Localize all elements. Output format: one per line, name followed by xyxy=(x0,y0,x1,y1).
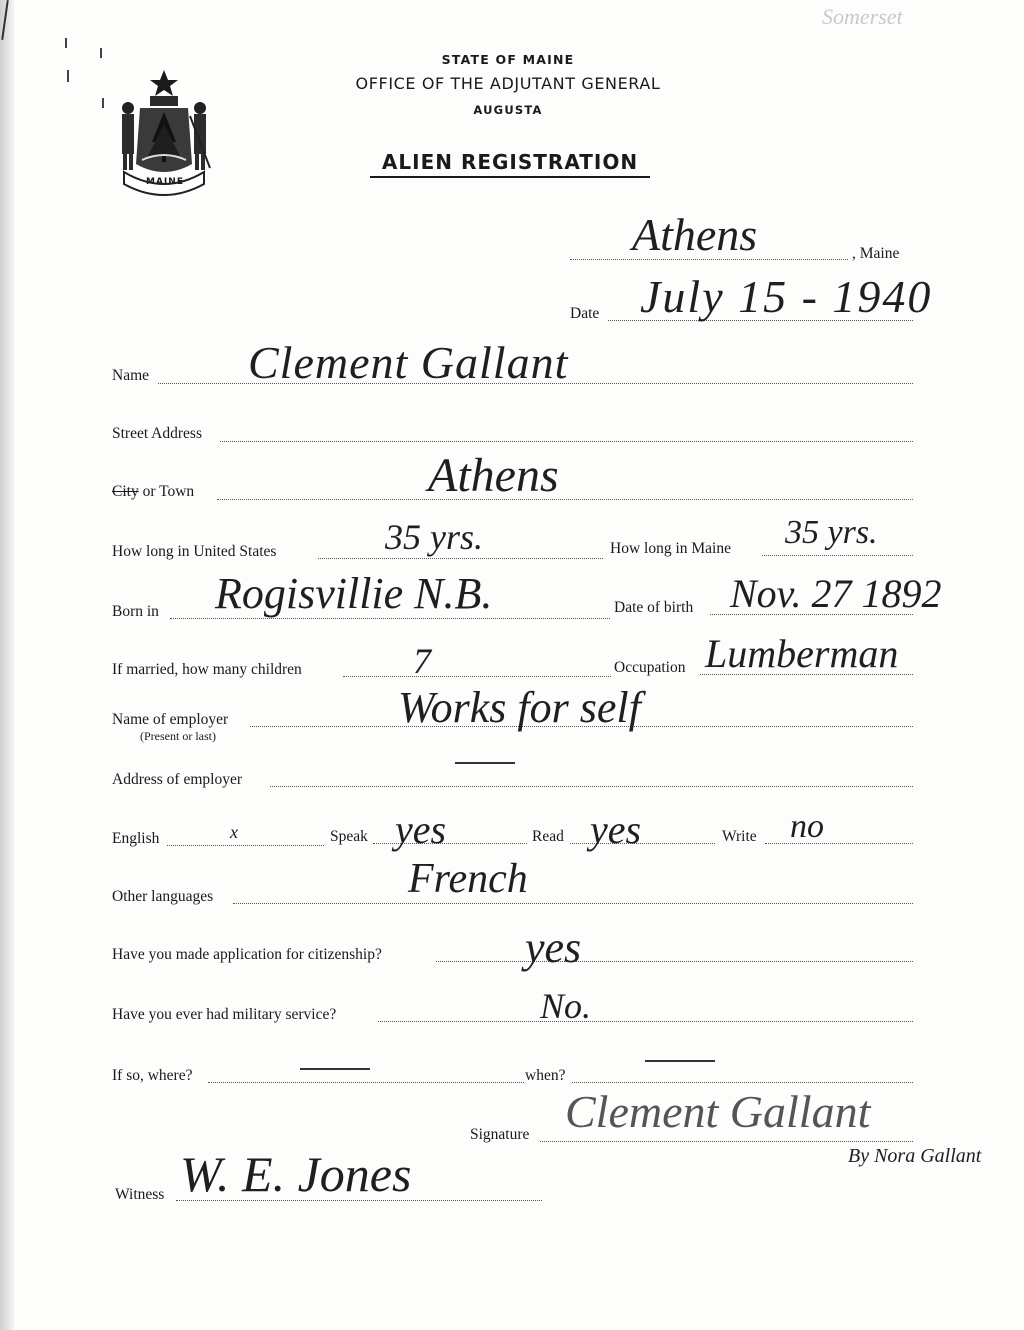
english-label: English xyxy=(112,830,160,847)
page-edge xyxy=(0,0,14,1330)
english-line xyxy=(167,845,324,846)
how-long-maine-label: How long in Maine xyxy=(610,540,731,557)
when-line xyxy=(572,1082,913,1083)
how-long-maine-value: 35 yrs. xyxy=(785,514,878,551)
when-dash xyxy=(645,1060,715,1062)
other-languages-label: Other languages xyxy=(112,888,214,905)
employer-address-line xyxy=(270,786,913,787)
how-long-us-value: 35 yrs. xyxy=(385,517,483,557)
how-long-us-line xyxy=(318,558,603,559)
military-label: Have you ever had military service? xyxy=(112,1006,337,1023)
born-in-value: Rogisvillie N.B. xyxy=(215,569,493,618)
street-label: Street Address xyxy=(112,425,202,442)
speak-value: yes xyxy=(395,807,447,852)
citizenship-value: yes xyxy=(525,923,582,972)
children-value: 7 xyxy=(413,641,431,681)
seal-banner-text: MAINE xyxy=(146,177,184,187)
military-value: No. xyxy=(540,986,592,1026)
write-value: no xyxy=(790,808,824,845)
witness-label: Witness xyxy=(115,1186,165,1203)
town-value: Athens xyxy=(428,449,559,502)
when-label: when? xyxy=(525,1067,566,1084)
date-value: July 15 - 1940 xyxy=(640,271,933,322)
date-of-birth-value: Nov. 27 1892 xyxy=(730,571,942,616)
military-line xyxy=(378,1021,913,1022)
read-label: Read xyxy=(532,828,564,845)
if-so-where-label: If so, where? xyxy=(112,1067,193,1084)
english-mark: x xyxy=(230,822,238,842)
children-label: If married, how many children xyxy=(112,661,302,678)
maine-label: , Maine xyxy=(852,245,900,262)
state-heading: STATE OF MAINE xyxy=(441,52,575,67)
citizenship-line xyxy=(436,961,913,962)
employer-sub-label: (Present or last) xyxy=(140,729,216,743)
witness-value: W. E. Jones xyxy=(180,1146,412,1202)
office-heading: OFFICE OF THE ADJUTANT GENERAL xyxy=(355,74,661,93)
town-label xyxy=(112,483,194,501)
town-line xyxy=(217,499,913,500)
street-line xyxy=(220,441,913,442)
occupation-label: Occupation xyxy=(614,659,686,676)
form-title: ALIEN REGISTRATION xyxy=(370,150,650,178)
other-languages-line xyxy=(233,903,913,904)
where-dash xyxy=(300,1068,370,1070)
employer-value: Works for self xyxy=(398,683,641,732)
city-heading: AUGUSTA xyxy=(473,103,543,117)
margin-tick xyxy=(65,38,67,48)
write-label: Write xyxy=(722,828,757,845)
other-languages-value: French xyxy=(408,856,528,902)
how-long-us-label: How long in United States xyxy=(112,543,277,560)
employer-label: Name of employer xyxy=(112,711,229,728)
citizenship-label: Have you made application for citizenship? xyxy=(112,946,382,963)
occupation-value: Lumberman xyxy=(705,631,899,676)
children-line xyxy=(343,676,611,677)
city-struck-text: City xyxy=(112,483,139,500)
signature-value: Clement Gallant xyxy=(565,1086,871,1137)
name-label: Name xyxy=(112,367,150,384)
born-in-label: Born in xyxy=(112,603,159,620)
date-label: Date xyxy=(570,305,600,322)
name-value: Clement Gallant xyxy=(248,337,569,388)
corner-note: Somerset xyxy=(822,4,903,29)
town-top-value: Athens xyxy=(632,209,758,260)
how-long-maine-line xyxy=(762,555,913,556)
signature-line xyxy=(540,1141,913,1142)
speak-label: Speak xyxy=(330,828,368,845)
signature-by-value: By Nora Gallant xyxy=(848,1145,982,1167)
or-town-text: or Town xyxy=(138,483,195,500)
signature-label: Signature xyxy=(470,1126,530,1143)
write-line xyxy=(765,843,913,844)
read-value: yes xyxy=(590,807,642,852)
employer-address-label: Address of employer xyxy=(112,771,242,788)
date-of-birth-label: Date of birth xyxy=(614,599,694,616)
employer-dash xyxy=(455,762,515,764)
where-line xyxy=(208,1082,524,1083)
